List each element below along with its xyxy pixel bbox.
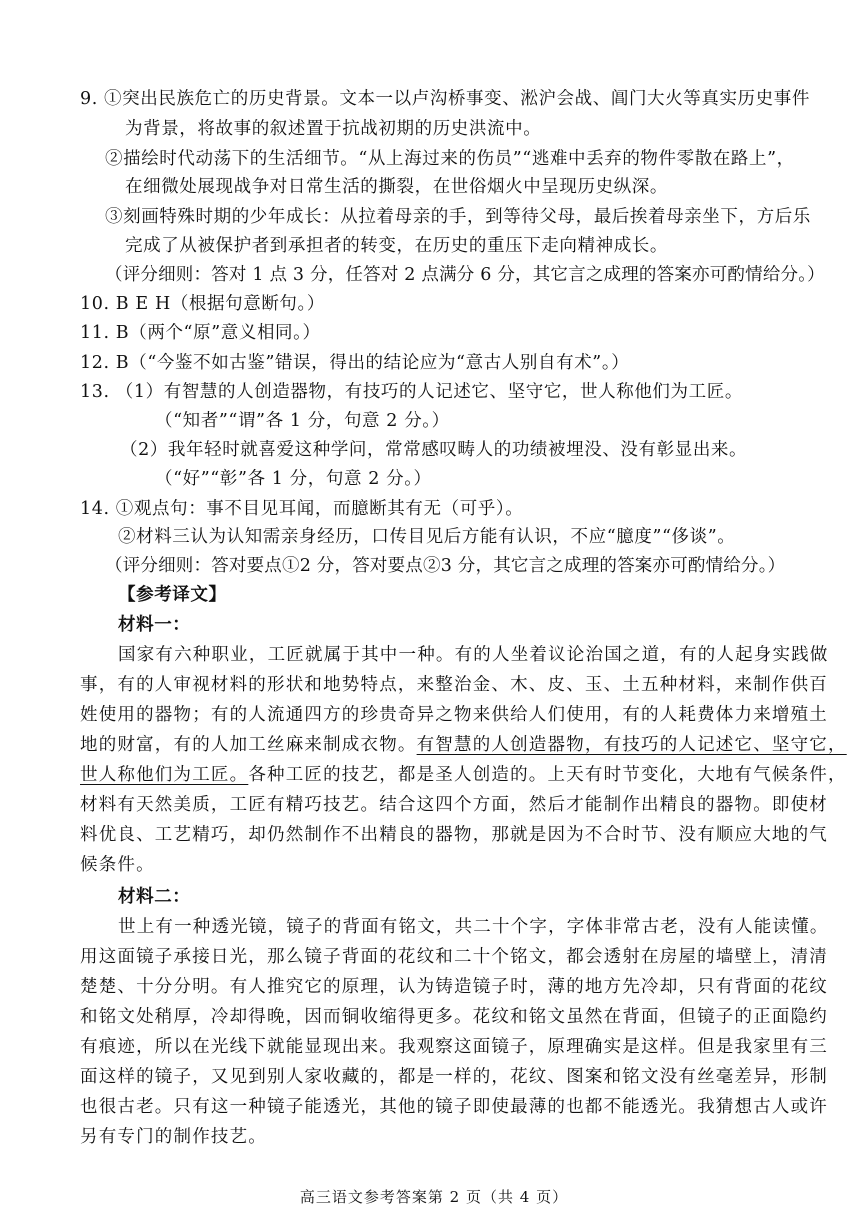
q9-line-5: ③刻画特殊时期的少年成长：从拉着母亲的手，到等待父母，最后挨着母亲坐下，方后乐 [105, 207, 811, 227]
q9-line-1: 9. ①突出民族危亡的历史背景。文本一以卢沟桥事变、淞沪会战、阊门大火等真实历史事件 [80, 89, 810, 109]
m2-line-4: 和铭文处稍厚，冷却得晚，因而铜收缩得更多。花纹和铭文虽然在背面，但镜子的正面隐约 [80, 1007, 828, 1027]
m1-line-1: 国家有六种职业，工匠就属于其中一种。有的人坐着议论治国之道，有的人起身实践做 [118, 645, 829, 665]
page-footer: 高三语文参考答案第 2 页（共 4 页） [299, 1188, 569, 1206]
m1-line-4 [80, 730, 847, 760]
q14-line-1: 14. ①观点句：事不目见耳闻，而臆断其有无（可乎）。 [80, 499, 524, 519]
q9-line-2: 为背景，将故事的叙述置于抗战初期的历史洪流中。 [125, 119, 542, 139]
m2-line-1: 世上有一种透光镜，镜子的背面有铭文，共二十个字，字体非常古老，没有人能读懂。 [118, 917, 829, 937]
answer-q12: 12. B（“今鉴不如古鉴”错误，得出的结论应为“意古人别自有术”。） [80, 353, 630, 373]
m1-line-6: 材料有天然美质，工匠有精巧技艺。结合这四个方面，然后才能制作出精良的器物。即使材 [80, 795, 828, 815]
q14-scoring-note: （评分细则：答对要点①2 分，答对要点②3 分，其它言之成理的答案亦可酌情给分。） [105, 556, 786, 576]
m2-line-2: 用这面镜子承接日光，那么镜子背面的花纹和二十个铭文，都会透射在房屋的墙壁上，清清 [80, 947, 828, 967]
q9-line-6: 完成了从被保护者到承担者的转变，在历史的重压下走向精神成长。 [125, 236, 668, 256]
m2-line-6: 面这样的镜子，又见到别人家收藏的，都是一样的，花纹、图案和铭文没有丝毫差异，形制 [80, 1067, 828, 1087]
m2-line-8: 另有专门的制作技艺。 [80, 1127, 267, 1147]
m1-line-5 [80, 760, 847, 790]
answer-q11: 11. B（两个“原”意义相同。） [80, 323, 321, 343]
material-1-title: 材料一： [118, 615, 191, 635]
q13-line-3: （2）我年轻时就喜爱这种学问，常常感叹畴人的功绩被埋没、没有彰显出来。 [120, 440, 748, 460]
m1-line-5-plain: 各种工匠的技艺，都是圣人创造的。上天有时节变化，大地有气候条件， [248, 765, 847, 785]
m2-line-5: 有痕迹，所以在光线下就能显现出来。我观察这面镜子，原理确实是这样。但是我家里有三 [80, 1037, 828, 1057]
q13-line-1: 13. （1）有智慧的人创造器物，有技巧的人记述它、坚守它，世人称他们为工匠。 [80, 382, 743, 402]
translation-heading: 【参考译文】 [118, 585, 227, 605]
m2-line-3: 楚楚、十分分明。有人推究它的原理，认为铸造镜子时，薄的地方先冷却，只有背面的花纹 [80, 977, 828, 997]
q9-line-3: ②描绘时代动荡下的生活细节。“从上海过来的伤员”“逃难中丢弃的物件零散在路上”， [105, 149, 795, 169]
q9-scoring-note: （评分细则：答对 1 点 3 分，任答对 2 点满分 6 分，其它言之成理的答案亦可酌情给分。） [105, 265, 825, 285]
q9-line-4: 在细微处展现战争对日常生活的撕裂，在世俗烟火中呈现历史纵深。 [125, 177, 668, 197]
m1-line-8: 候条件。 [80, 855, 155, 875]
m1-line-4-plain: 地的财富，有的人加工丝麻来制成衣物。 [80, 735, 417, 755]
q13-line-4: （“好”“彰”各 1 分，句意 2 分。） [155, 469, 432, 489]
m1-line-3: 姓使用的器物；有的人流通四方的珍贵奇异之物来供给人们使用，有的人耗费体力来增殖土 [80, 705, 828, 725]
m1-line-7: 料优良、工艺精巧，却仍然制作不出精良的器物，那就是因为不合时节、没有顺应大地的气 [80, 825, 828, 845]
q14-line-2: ②材料三认为认知需亲身经历，口传目见后方能有认识，不应“臆度”“侈谈”。 [118, 527, 736, 547]
material-2-title: 材料二： [118, 887, 191, 907]
m1-underlined-sentence-b: 世人称他们为工匠。 [80, 765, 249, 785]
m1-line-2: 事，有的人审视材料的形状和地势特点，来整治金、木、皮、玉、土五种材料，来制作供百 [80, 675, 828, 695]
answer-q10: 10. B E H（根据句意断句。） [80, 294, 325, 314]
m2-line-7: 也很古老。只有这一种镜子能透光，其他的镜子即使最薄的也都不能透光。我猜想古人或许 [80, 1097, 828, 1117]
q13-line-2: （“知者”“谓”各 1 分，句意 2 分。） [155, 411, 450, 431]
m1-underlined-sentence-a: 有智慧的人创造器物，有技巧的人记述它、坚守它， [416, 735, 847, 755]
